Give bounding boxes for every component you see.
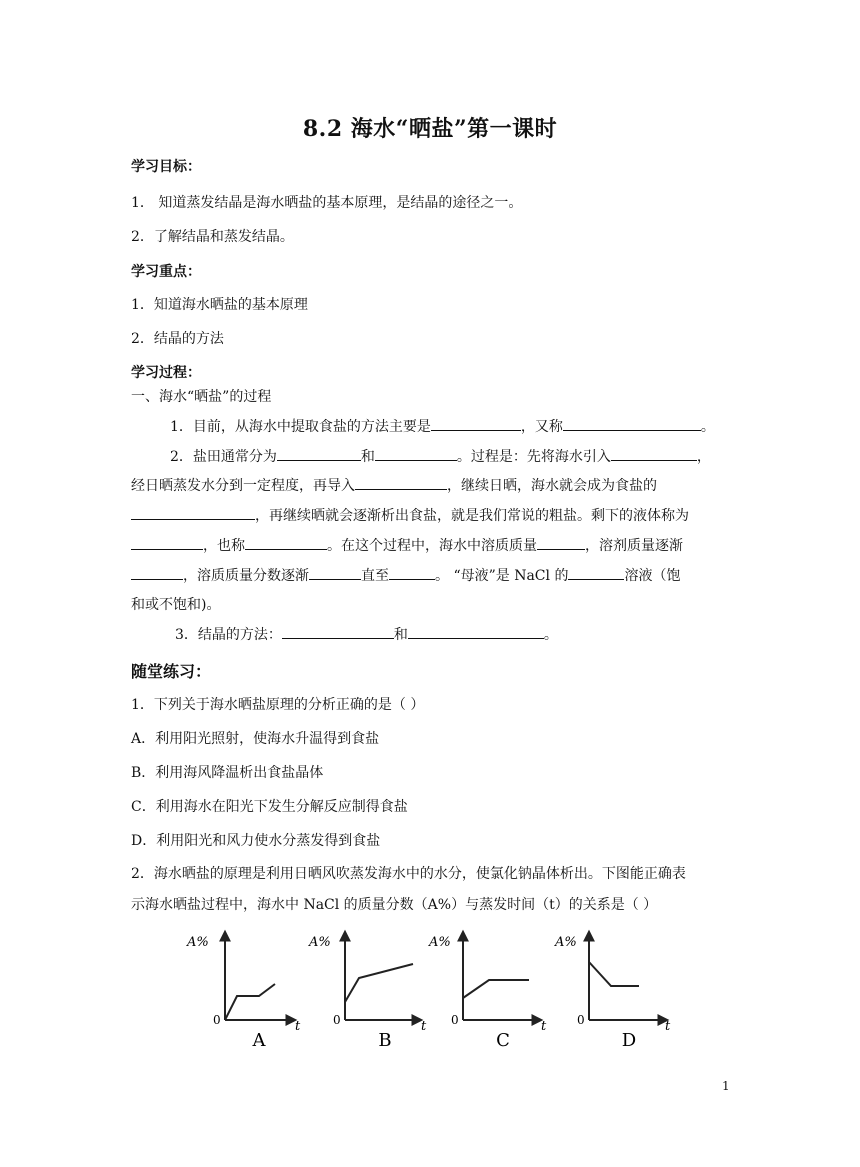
exercise-1-option: A．利用阳光照射，使海水升温得到食盐 [131,731,380,747]
answer-blank[interactable] [537,536,585,550]
answer-blank[interactable] [389,566,435,580]
question-2-line: ，溶质质量分数逐渐 直至 。 “母液”是 NaCl 的 溶液（饱 [131,565,680,585]
answer-blank[interactable] [431,417,521,431]
exercise-1-option: C．利用海水在阳光下发生分解反应制得食盐 [131,799,408,815]
graph-panel-c [428,932,547,1048]
answer-blank[interactable] [408,625,544,639]
answer-blank[interactable] [568,566,624,580]
answer-blank[interactable] [131,536,203,550]
question-2-line: 经日晒蒸发水分到一定程度，再导入 ，继续日晒，海水就会成为食盐的 [131,478,657,494]
question-2-line: 2．盐田通常分为 和 。过程是：先将海水引入 ， [170,449,711,465]
goal-item: 1． 知道蒸发结晶是海水晒盐的基本原理，是结晶的途径之一。 [131,195,523,211]
process-heading: 学习过程： [131,365,201,381]
y-axis-label: A% [309,935,331,950]
page-title: 8.2 海水“晒盐”第一课时 [302,116,558,142]
graph-panel-a [186,932,301,1048]
exercise-1-option: B．利用海风降温析出食盐晶体 [131,765,324,781]
exercise-2-stem: 2．海水晒盐的原理是利用日晒风吹蒸发海水中的水分，使氯化钠晶体析出。下图能正确表 [131,866,686,882]
y-axis-label: A% [429,935,451,950]
question-2-line: ，也称 。在这个过程中，海水中溶质质量 ，溶剂质量逐渐 [131,535,683,555]
x-axis-label: t [295,1019,301,1034]
x-axis-label: t [665,1019,671,1034]
origin-label: 0 [577,1013,585,1027]
answer-blank[interactable] [375,447,457,461]
origin-label: 0 [213,1013,221,1027]
focus-item: 1．知道海水晒盐的基本原理 [131,297,308,313]
focus-heading: 学习重点： [131,264,201,280]
origin-label: 0 [451,1013,459,1027]
page-number: 1 [722,1079,730,1093]
focus-item: 2．结晶的方法 [131,331,224,347]
answer-blank[interactable] [282,625,394,639]
options-figure [185,926,675,1048]
answer-blank[interactable] [563,417,701,431]
origin-label: 0 [333,1013,341,1027]
panel-label: D [621,1030,637,1048]
question-2-line: 和或不饱和)。 [131,597,221,613]
answer-blank[interactable] [355,476,447,490]
question-3: 3．结晶的方法： 和 。 [175,627,558,643]
exercise-1-stem: 1．下列关于海水晒盐原理的分析正确的是（ ） [131,697,425,713]
y-axis-label: A% [555,935,577,950]
answer-blank[interactable] [131,566,183,580]
panel-label: B [378,1030,392,1048]
goal-item: 2．了解结晶和蒸发结晶。 [131,229,294,245]
x-axis-label: t [541,1019,547,1034]
graph-panel-b [308,932,427,1048]
answer-blank[interactable] [131,506,255,520]
answer-blank[interactable] [245,536,327,550]
x-axis-label: t [421,1019,427,1034]
answer-blank[interactable] [309,566,361,580]
exercise-1-option: D．利用阳光和风力使水分蒸发得到食盐 [131,833,381,849]
y-axis-label: A% [187,935,209,950]
answer-blank[interactable] [611,447,697,461]
question-2-line: ，再继续晒就会逐渐析出食盐，就是我们常说的粗盐。剩下的液体称为 [131,505,689,525]
question-1: 1．目前，从海水中提取食盐的方法主要是 ，又称 。 [170,419,715,435]
exercise-2-stem: 示海水晒盐过程中，海水中 NaCl 的质量分数（A%）与蒸发时间（t）的关系是（ ） [131,897,658,913]
section-heading: 一、海水“晒盐”的过程 [131,389,272,405]
panel-label: A [252,1030,266,1048]
panel-label: C [496,1030,510,1048]
graph-panel-d [554,932,671,1048]
goals-heading: 学习目标： [131,159,201,175]
answer-blank[interactable] [277,447,361,461]
practice-heading: 随堂练习： [131,662,212,681]
